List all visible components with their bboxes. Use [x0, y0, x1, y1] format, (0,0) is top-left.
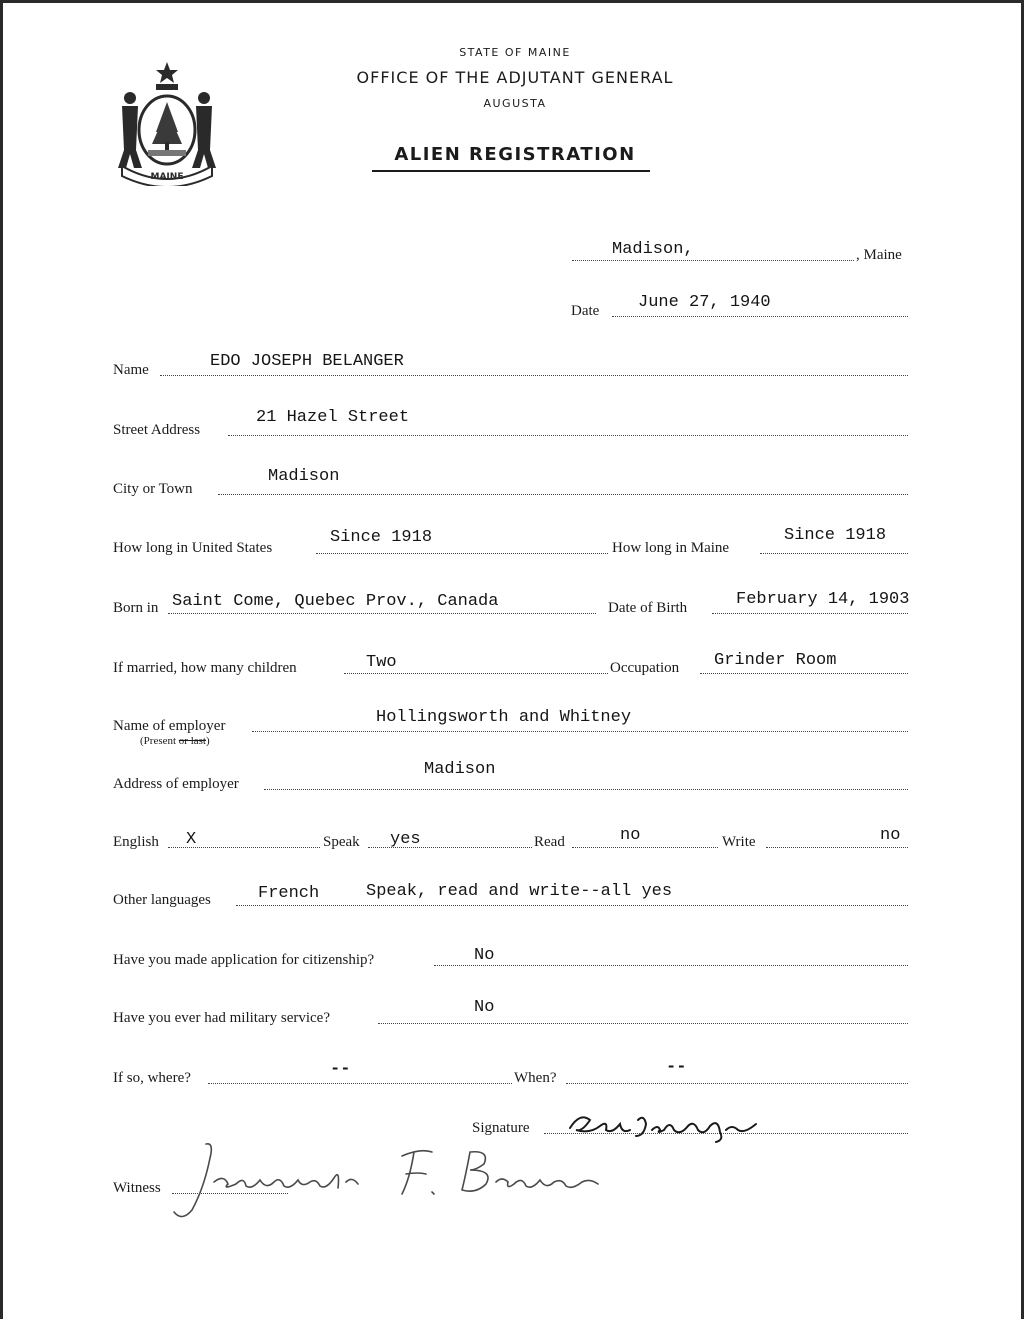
where-label: If so, where?	[113, 1070, 191, 1086]
write-value: no	[880, 826, 901, 845]
employer-value: Hollingsworth and Whitney	[376, 708, 632, 727]
scan-border-left	[0, 0, 3, 1319]
witness-signature-handwriting	[170, 1138, 610, 1224]
read-label: Read	[534, 834, 565, 850]
city-label: City or Town	[113, 481, 193, 497]
street-label: Street Address	[113, 422, 201, 438]
street-line	[228, 435, 908, 436]
employer-label: Name of employer	[113, 718, 226, 734]
military-line	[378, 1023, 908, 1024]
when-value: --	[666, 1058, 687, 1077]
city-heading: AUGUSTA	[483, 97, 547, 110]
military-value: No	[474, 998, 495, 1017]
us-duration-line	[316, 553, 608, 554]
citizenship-label: Have you made application for citizenship?	[113, 952, 375, 968]
where-value: --	[330, 1060, 351, 1079]
maine-duration-label: How long in Maine	[612, 540, 730, 556]
speak-value: yes	[390, 830, 421, 849]
place-value: Madison,	[612, 240, 694, 259]
children-value: Two	[366, 653, 397, 672]
office-heading: OFFICE OF THE ADJUTANT GENERAL	[356, 68, 674, 87]
children-line	[344, 673, 608, 674]
state-heading: STATE OF MAINE	[459, 46, 571, 59]
other-languages-value: French	[258, 884, 320, 903]
form-title: ALIEN REGISTRATION	[394, 144, 636, 165]
place-line	[572, 260, 854, 261]
dob-label: Date of Birth	[608, 600, 688, 616]
dob-line	[712, 613, 908, 614]
date-label: Date	[571, 303, 600, 319]
born-line	[168, 613, 596, 614]
military-label: Have you ever had military service?	[113, 1010, 330, 1026]
read-value: no	[620, 826, 641, 845]
name-value: EDO JOSEPH BELANGER	[210, 352, 404, 371]
us-duration-label: How long in United States	[113, 540, 273, 556]
write-line	[766, 847, 908, 848]
read-line	[572, 847, 718, 848]
children-label: If married, how many children	[113, 660, 297, 676]
state-seal-icon	[112, 58, 222, 186]
svg-text:MAINE: MAINE	[150, 172, 184, 182]
citizenship-line	[434, 965, 908, 966]
employer-address-line	[264, 789, 908, 790]
signature-label: Signature	[472, 1120, 530, 1136]
name-line	[160, 375, 908, 376]
scan-border-top	[0, 0, 1024, 3]
write-label: Write	[722, 834, 756, 850]
occupation-label: Occupation	[610, 660, 680, 676]
place-suffix: , Maine	[856, 247, 902, 263]
born-value: Saint Come, Quebec Prov., Canada	[172, 592, 499, 611]
other-languages-detail: Speak, read and write--all yes	[366, 882, 673, 901]
witness-label: Witness	[113, 1180, 161, 1196]
employer-address-value: Madison	[424, 760, 496, 779]
occupation-line	[700, 673, 908, 674]
date-value: June 27, 1940	[638, 293, 771, 312]
dob-value: February 14, 1903	[736, 590, 910, 609]
city-line	[218, 494, 908, 495]
maine-duration-line	[760, 553, 908, 554]
date-line	[612, 316, 908, 317]
employer-line	[252, 731, 908, 732]
street-value: 21 Hazel Street	[256, 408, 410, 427]
speak-label: Speak	[323, 834, 360, 850]
when-line	[566, 1083, 908, 1084]
english-label: English	[113, 834, 159, 850]
where-line	[208, 1083, 512, 1084]
city-value: Madison	[268, 467, 340, 486]
us-duration-value: Since 1918	[330, 528, 433, 547]
employer-address-label: Address of employer	[113, 776, 239, 792]
citizenship-value: No	[474, 946, 495, 965]
occupation-value: Grinder Room	[714, 651, 837, 670]
title-underline	[372, 170, 650, 172]
employer-sub-label: (Present or last)	[140, 735, 210, 747]
other-languages-line	[236, 905, 908, 906]
born-label: Born in	[113, 600, 159, 616]
maine-duration-value: Since 1918	[784, 526, 887, 545]
english-value: X	[186, 830, 197, 849]
other-languages-label: Other languages	[113, 892, 211, 908]
name-label: Name	[113, 362, 149, 378]
when-label: When?	[514, 1070, 557, 1086]
